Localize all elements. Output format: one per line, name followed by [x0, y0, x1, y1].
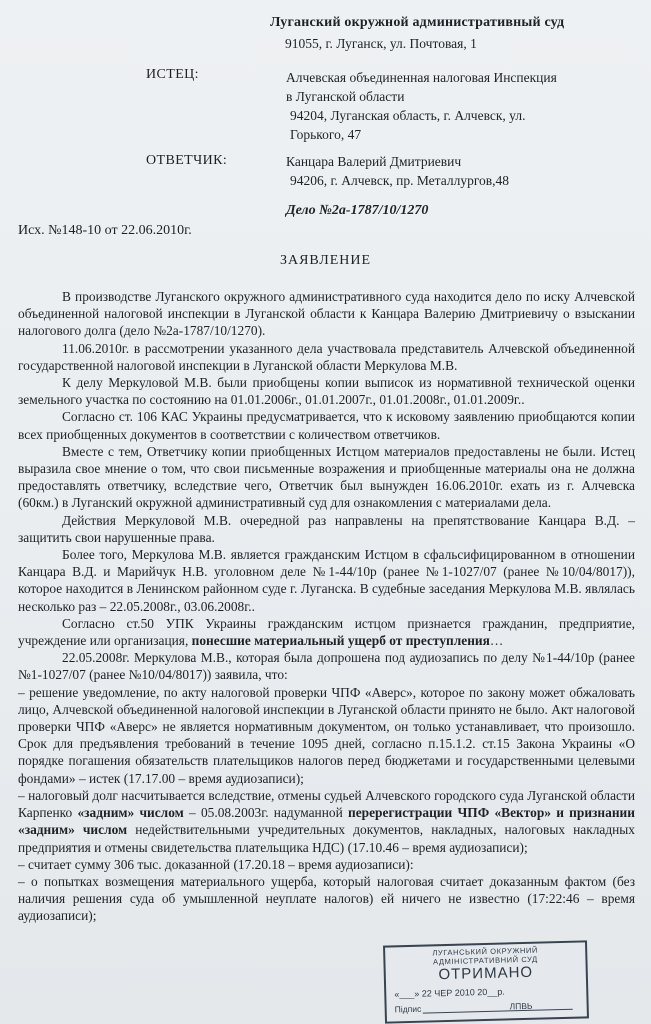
paragraph-text: – решение уведомление, по акту налоговой проверки ЧПФ «Аверс», которое по закону может обжаловать лицо, Алчевской объединенной налоговой инспекции в Луганской области принято не было. Акт налоговой проверки ЧПФ «Аверс» не является нормативным документом, он только устанавливает, что произошло. Срок для предъявления требований в течение 1095 дней, согласно п.15.1.2. ст.15 Закона Украины «О порядке погашения обязательств плательщиков налогов перед бюджетами и государственными целевыми фондами» – истек (17.17.00 – время аудиозаписи); [18, 684, 635, 786]
stamp-line-1: ЛУГАНСЬКИЙ ОКРУЖНИЙ [432, 945, 539, 958]
paragraph-text: недействительными учредительных документов, накладных, налоговых накладных предприятия и отмены свидетельства плательщика НДС) (17.10.46 – время аудиозаписи); [18, 822, 635, 855]
document-body [18, 288, 635, 925]
court-address: 91055, г. Луганск, ул. Почтовая, 1 [285, 36, 477, 51]
paragraph-text: Вместе с тем, Ответчику копии приобщенных Истцом материалов предоставлены не были. Истец выразила свое мнение о том, что свои письменные возражения и приобщенные материалы она не должна предоставлять ответчику, вследствие чего, Ответчик был вынужден 16.06.2010г. ехать из г. Алчевска (60км.) в Луганский окружной административный суд для ознакомления с материалами дела. [18, 443, 635, 511]
emphasis-text: понесшие материальный ущерб от преступления [191, 633, 490, 649]
body-paragraph [18, 649, 635, 683]
paragraph-text: 11.06.2010г. в рассмотрении указанного дела участвовала представитель Алчевской объединенной государственной налоговой инспекции в Луганской области Меркулова М.В. [18, 340, 635, 373]
defendant-label: ОТВЕТЧИК: [146, 153, 228, 168]
paragraph-text: – считает сумму 306 тыс. доказанной (17.20.18 – время аудиозаписи): [18, 856, 414, 872]
plaintiff-line: в Луганской области [286, 89, 405, 104]
document-title: ЗАЯВЛЕНИЕ [279, 253, 372, 268]
stamp-sign-label: Підпис [394, 1003, 422, 1015]
body-paragraph [18, 873, 635, 925]
body-paragraph [18, 615, 635, 649]
plaintiff-line: Алчевская объединенная налоговая Инспекция [286, 70, 557, 85]
paragraph-text: 22.05.2008г. Меркулова М.В., которая была допрошена под аудиозапись по делу №1-44/10р (ранее №1-1027/07 (ранее №10/04/8017)) заявила, что: [18, 650, 635, 683]
emphasis-text: «задним» числом [77, 805, 184, 821]
stamp-sign-suffix: ЛПВЬ [509, 1000, 533, 1012]
body-paragraph [18, 546, 635, 615]
paragraph-text: Согласно ст. 106 КАС Украины предусматривается, что к исковому заявлению приобщаются копии всех приобщенных документов в соответствии с количеством ответчиков. [18, 409, 635, 442]
paragraph-text: – 05.08.2003г. надуманной [183, 805, 348, 821]
paragraph-text: Согласно ст.50 УПК Украины гражданским истцом признается гражданин, предприятие, учреждение или организация, [18, 615, 635, 649]
body-paragraph [18, 288, 635, 340]
body-paragraph [18, 856, 635, 873]
plaintiff-label: ИСТЕЦ: [146, 67, 199, 82]
plaintiff-line: Горького, 47 [290, 127, 362, 142]
defendant-block [286, 152, 509, 190]
body-paragraph [18, 443, 635, 512]
paragraph-text: … [489, 633, 504, 649]
defendant-line: 94206, г. Алчевск, пр. Металлургов,48 [290, 173, 510, 188]
stamp-date: «___» 22 ЧЕР 2010 20__р. [394, 986, 505, 1000]
defendant-line: Канцара Валерий Дмитриевич [286, 154, 462, 169]
court-name: Луганский окружной административный суд [270, 15, 565, 30]
paragraph-text: К делу Меркуловой М.В. были приобщены копии выписок из нормативной технической оценки земельного участка по состоянию на 01.01.2006г., 01.01.2007г., 01.01.2008г., 01.01.2009г.. [18, 375, 635, 408]
body-paragraph [18, 340, 635, 374]
stamp-received: ОТРИМАНО [438, 963, 534, 984]
paragraph-text: Более того, Меркулова М.В. является гражданским Истцом в сфальсифицированном в отношении Канцара В.Д. и Марийчук Н.В. уголовном деле №1-44/10р (ранее №1-1027/07 (ранее №10/04/8017)), которое находится в Ленинском районном суде г. Луганска. В судебные заседания Меркулова М.В. являлась несколько раз – 22.05.2008г., 03.06.2008г.. [18, 547, 635, 614]
case-number: Дело №2а-1787/10/1270 [286, 203, 429, 218]
paragraph-text: Действия Меркуловой М.В. очередной раз направлены на препятствование Канцара В.Д. – защитить свои нарушенные права. [18, 512, 635, 545]
received-stamp [383, 940, 589, 1023]
emphasis-text: перерегистрации ЧПФ «Вектор» и признании «задним» числом [18, 805, 635, 838]
stamp-line-2: АДМІНІСТРАТИВНИЙ СУД [432, 954, 538, 967]
plaintiff-line: 94204, Луганская область, г. Алчевск, ул. [290, 108, 526, 123]
outgoing-reference: Исх. №148-10 от 22.06.2010г. [18, 223, 192, 238]
body-paragraph [18, 374, 635, 408]
body-paragraph [18, 512, 635, 546]
body-paragraph [18, 787, 635, 856]
body-paragraph [18, 684, 635, 787]
paragraph-text: – налоговый долг насчитывается вследствие, отмены судьей Алчевского городского суда Луганской области Карпенко [18, 787, 635, 821]
paragraph-text: – о попытках возмещения материального ущерба, который налоговая считает доказанным фактом (без наличия решения суда об умышленной неуплате налогов) ей ничего не известно (17:22:46 – время аудиозаписи); [18, 873, 635, 924]
plaintiff-block [286, 68, 557, 144]
body-paragraph [18, 408, 635, 442]
paragraph-text: В производстве Луганского окружного административного суда находится дело по иску Алчевской объединенной налоговой инспекции в Луганской области к Канцара Валерию Дмитриевичу о взыскании налогового долга (дело №2а-1787/10/1270). [18, 289, 635, 339]
